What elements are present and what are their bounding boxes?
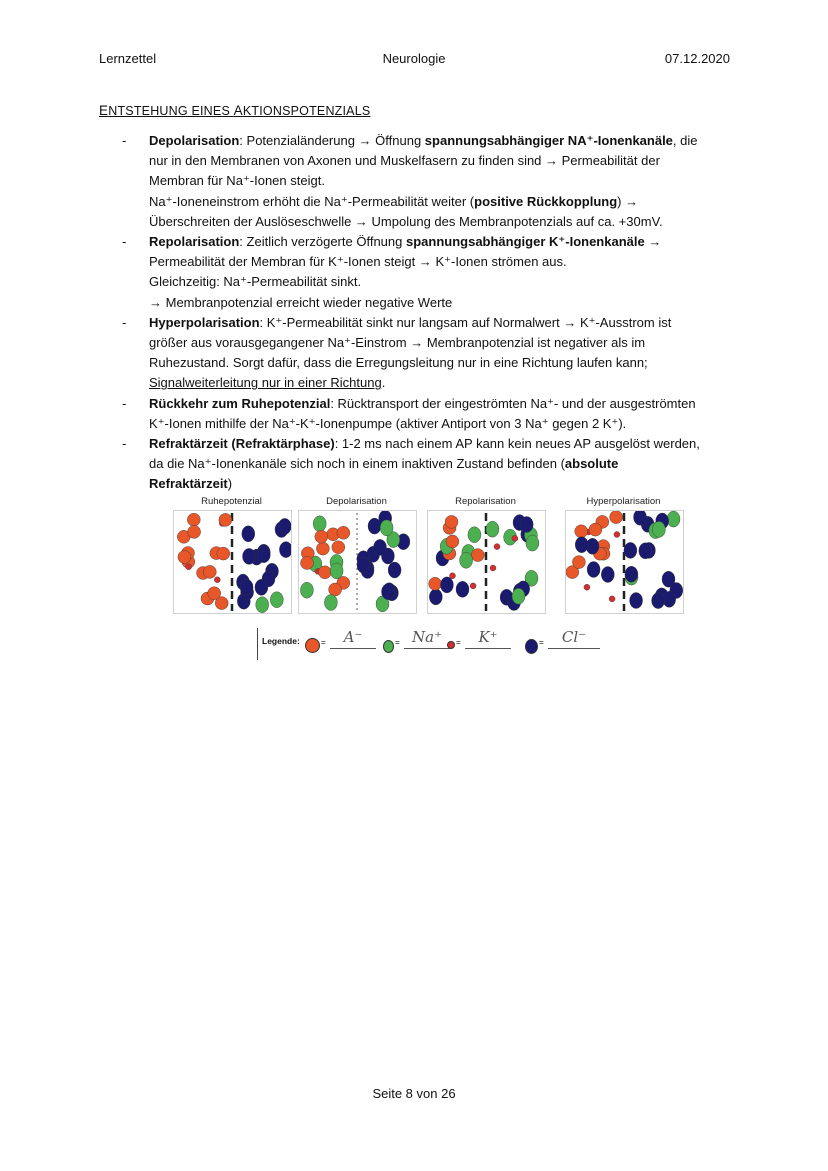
text-segment: → Membranpotenzial erreicht wieder negative Werte: [149, 294, 453, 310]
ion-particle: [456, 581, 469, 597]
header-left: Lernzettel: [99, 51, 157, 66]
legend-dot: [525, 639, 538, 654]
ion-particle: [332, 541, 345, 554]
bullet-line: [149, 131, 739, 151]
ion-particle: [494, 544, 500, 550]
text-segment: Refraktärzeit (Refraktärphase): [149, 436, 335, 452]
text-segment: Ruhezustand. Sorgt dafür, dass die Erregungsleitung nur in eine Richtung laufen kann;: [149, 355, 648, 371]
text-segment: größer aus vorausgegangener Na⁺-Einstrom → Membranpotenzial ist negativer als im: [149, 335, 646, 351]
ion-particle: [388, 562, 401, 578]
text-segment: Rückkehr zum Ruhepotenzial: [149, 395, 331, 411]
bullet-line: [149, 434, 739, 454]
ion-particle: [520, 517, 533, 533]
ion-particle: [382, 584, 395, 600]
text-segment: →: [644, 234, 662, 250]
panel-title: Depolarisation: [326, 496, 387, 507]
membrane-panel: [173, 510, 292, 614]
bullet-dash: -: [122, 314, 127, 330]
ion-particle: [380, 520, 393, 536]
ion-particle: [240, 579, 253, 595]
ion-particle: [512, 535, 518, 541]
legend-divider: [257, 628, 258, 660]
text-segment: absolute: [564, 456, 619, 472]
bullet-dash: -: [122, 436, 127, 452]
legend-eq: =: [539, 638, 544, 647]
text-segment: ) →: [617, 193, 639, 209]
text-segment: Überschreiten der Auslöseschwelle → Umpolung des Membranpotenzials auf ca. +30mV.: [149, 213, 663, 229]
text-segment: Gleichzeitig: Na⁺-Permeabilität sinkt.: [149, 274, 362, 290]
ion-particle: [242, 526, 255, 542]
bullet-line: [149, 151, 739, 171]
legend-entry: Na⁺: [404, 628, 450, 649]
ion-particle: [486, 521, 499, 537]
ion-particle: [329, 583, 342, 596]
ion-particle: [471, 549, 484, 562]
ion-particle: [219, 513, 232, 526]
ion-particle: [526, 535, 539, 551]
ion-particle: [217, 547, 230, 560]
text-segment: da die Na⁺-Ionenkanäle sich noch in einem inaktiven Zustand befinden (: [149, 456, 565, 472]
ion-particle: [587, 562, 600, 578]
legend-eq: =: [395, 638, 400, 647]
header-center: Neurologie: [382, 51, 446, 66]
bullet-line: [149, 353, 739, 373]
legend-dot: [305, 638, 320, 653]
bullet-dash: -: [122, 395, 127, 411]
text-segment: nur in den Membranen von Axonen und Muskelfasern zu finden sind → Permeabilität der: [149, 153, 660, 169]
bullet-line: [149, 373, 739, 393]
ion-particle: [490, 565, 496, 571]
ion-particle: [255, 579, 268, 595]
bullet-item: [99, 232, 739, 313]
ion-particle: [214, 577, 220, 583]
legend-entry: A⁻: [330, 628, 376, 649]
bullet-line: [149, 192, 739, 212]
ion-particle: [270, 592, 283, 608]
ion-particle: [652, 593, 665, 609]
ion-particle: [301, 557, 314, 570]
bullet-item: [99, 131, 739, 232]
ion-particle: [589, 523, 602, 536]
text-segment: spannungsabhängiger K⁺-Ionenkanäle: [405, 234, 645, 250]
ion-particle: [429, 577, 442, 590]
ion-particle: [279, 542, 291, 558]
ion-particle: [610, 511, 623, 524]
figure-legend: [257, 628, 637, 662]
ion-particle: [243, 548, 256, 564]
ion-particle: [316, 542, 329, 555]
ion-particle: [575, 537, 588, 553]
bullet-item: [99, 434, 739, 495]
legend-dot: [447, 641, 455, 649]
bullet-line: [149, 272, 739, 292]
ion-particle: [446, 535, 459, 548]
bullet-item: [99, 394, 739, 434]
bullet-line: [149, 252, 739, 272]
ion-particle: [470, 583, 476, 589]
bullet-line: [149, 171, 739, 191]
text-segment: : K⁺-Permeabilität sinkt nur langsam auf Normalwert → K⁺-Ausstrom ist: [259, 314, 672, 330]
ion-particle: [429, 589, 442, 605]
ion-particle: [584, 584, 590, 590]
panel-title: Hyperpolarisation: [586, 496, 661, 507]
ion-particle: [357, 557, 370, 573]
text-segment: ): [227, 476, 233, 492]
ion-particle: [278, 518, 291, 534]
text-segment: : 1-2 ms nach einem AP kann kein neues AP ausgelöst werden,: [334, 436, 700, 452]
bullet-dash: -: [122, 234, 127, 250]
ion-particle: [208, 587, 221, 600]
page-footer: Seite 8 von 26: [372, 1086, 456, 1101]
membrane-panel: [298, 510, 417, 614]
ion-particle: [337, 526, 350, 539]
text-segment: , die: [672, 133, 698, 148]
ion-particle: [440, 577, 453, 593]
ion-particle: [652, 521, 665, 537]
ion-particle: [634, 511, 647, 525]
membrane-svg: [428, 511, 545, 613]
membrane-svg: [174, 511, 291, 613]
ion-particle: [575, 525, 588, 538]
bullet-dash: -: [122, 133, 127, 148]
bullet-line: [149, 212, 739, 232]
header-date: 07.12.2020: [664, 51, 730, 66]
text-segment: Repolarisation: [149, 234, 240, 250]
panel-title: Ruhepotenzial: [201, 496, 262, 507]
ion-particle: [445, 515, 458, 528]
ion-particle: [203, 565, 216, 578]
ion-particle: [572, 556, 585, 569]
text-segment: : Rücktransport der eingeströmten Na⁺- und der ausgeströmten: [330, 395, 696, 411]
text-segment: Signalweiterleitung nur in einer Richtung: [149, 375, 382, 391]
bullet-line: [149, 454, 739, 474]
legend-eq: =: [321, 638, 326, 647]
panel-title: Repolarisation: [455, 496, 516, 507]
text-segment: .: [381, 375, 386, 391]
membrane-svg: [299, 511, 416, 613]
text-segment: spannungsabhängiger NA⁺-Ionenkanäle: [424, 133, 673, 148]
ion-particle: [187, 513, 200, 526]
ion-particle: [178, 551, 191, 564]
ion-particle: [186, 564, 192, 570]
ion-particle: [624, 542, 637, 558]
legend-label: Legende:: [262, 636, 300, 646]
ion-particle: [625, 566, 638, 582]
bullet-line: [149, 333, 739, 353]
legend-eq: =: [456, 638, 461, 647]
bullet-line: [149, 232, 739, 252]
ion-particle: [315, 530, 328, 543]
ion-particle: [468, 527, 481, 543]
text-segment: : Zeitlich verzögerte Öffnung: [239, 234, 406, 250]
bullet-line: [149, 394, 739, 414]
ion-particle: [188, 525, 201, 538]
ion-particle: [256, 597, 269, 613]
bullet-line: [149, 414, 739, 434]
text-segment: Refraktärzeit: [149, 476, 228, 492]
ion-particle: [512, 588, 525, 604]
ion-particle: [609, 596, 615, 602]
bullet-list: [99, 131, 739, 495]
text-segment: positive Rückkopplung: [474, 193, 618, 209]
membrane-svg: [566, 511, 683, 613]
legend-entry: Cl⁻: [548, 628, 600, 649]
legend-dot: [383, 640, 394, 653]
membrane-panel: [565, 510, 684, 614]
text-segment: K⁺-Ionen mithilfe der Na⁺-K⁺-Ionenpumpe (aktiver Antiport von 3 Na⁺ gegen 2 K⁺).: [149, 415, 627, 431]
bullet-line: [149, 293, 739, 313]
ion-distribution-figure: [173, 496, 685, 614]
ion-particle: [460, 552, 473, 568]
ion-particle: [601, 567, 614, 583]
ion-particle: [257, 547, 270, 563]
text-segment: Permeabilität der Membran für K⁺-Ionen steigt → K⁺-Ionen strömen aus.: [149, 254, 567, 270]
ion-particle: [639, 543, 652, 559]
text-segment: : Potenzialänderung → Öffnung: [239, 133, 425, 148]
ion-particle: [630, 593, 643, 609]
membrane-panel: [427, 510, 546, 614]
ion-particle: [324, 595, 337, 611]
legend-entry: K⁺: [465, 628, 511, 649]
section-title: ENTSTEHUNG EINES AKTIONSPOTENZIALS: [99, 103, 371, 118]
ion-particle: [667, 511, 680, 527]
text-segment: Na⁺-Ioneneinstrom erhöht die Na⁺-Permeabilität weiter (: [149, 193, 475, 209]
ion-particle: [330, 563, 343, 579]
ion-particle: [318, 566, 331, 579]
bullet-line: [149, 474, 739, 494]
ion-particle: [300, 582, 313, 598]
bullet-item: [99, 313, 739, 394]
ion-particle: [614, 532, 620, 538]
bullet-line: [149, 313, 739, 333]
ion-particle: [313, 516, 326, 532]
text-segment: Hyperpolarisation: [149, 314, 260, 330]
text-segment: Membran für Na⁺-Ionen steigt.: [149, 173, 325, 189]
ion-particle: [374, 539, 387, 555]
text-segment: Depolarisation: [149, 133, 240, 148]
